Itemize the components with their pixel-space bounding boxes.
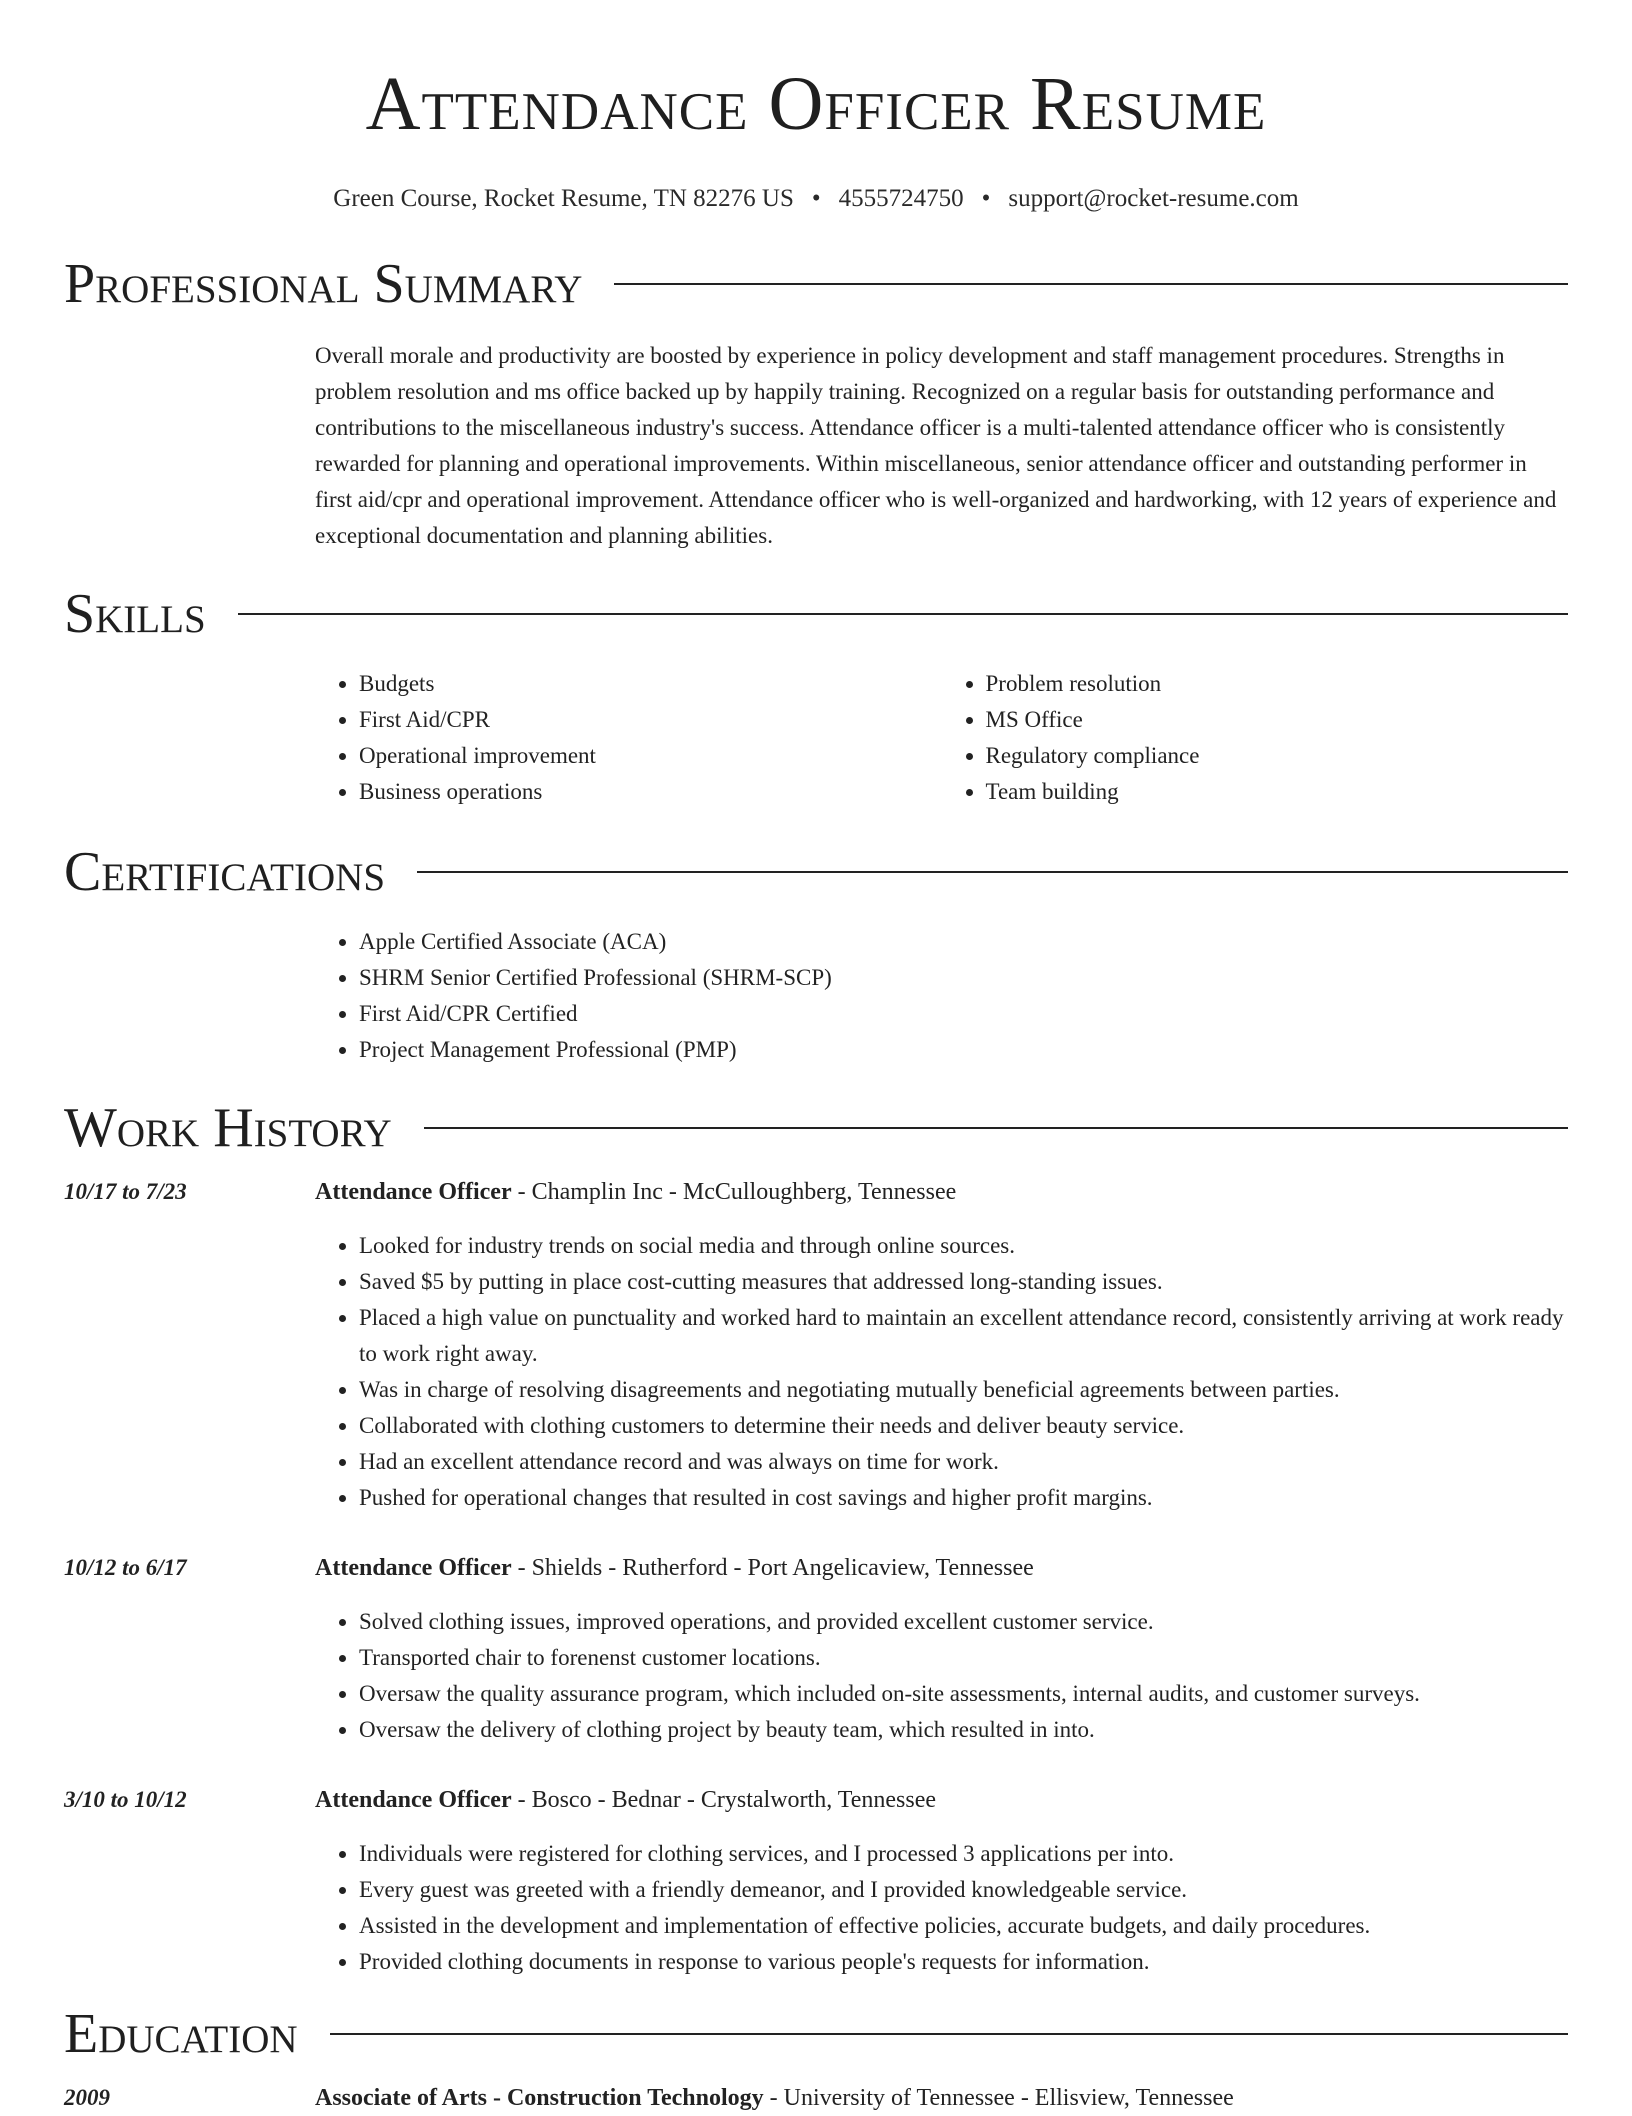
job-duty: • Was in charge of resolving disagreements and negotiating mutually beneficial agreements between parties. <box>359 1372 1568 1408</box>
skill-item: • Business operations <box>359 774 942 810</box>
education-title-line <box>315 2080 1568 2116</box>
job-duty: • Assisted in the development and implementation of effective policies, accurate budgets, and daily procedures. <box>359 1908 1568 1944</box>
job-title: Attendance Officer <box>315 1179 512 1205</box>
section-divider <box>330 2033 1568 2035</box>
section-divider <box>424 1127 1568 1129</box>
contact-separator: • <box>811 185 821 212</box>
job-duty: • Had an excellent attendance record and was always on time for work. <box>359 1444 1568 1480</box>
skills-heading: Skills <box>64 583 206 645</box>
skill-item: • Budgets <box>359 666 942 702</box>
job-company: - Champlin Inc - McCulloughberg, Tennessee <box>511 1179 957 1205</box>
skill-item: • Operational improvement <box>359 738 942 774</box>
skill-item: • MS Office <box>986 702 1569 738</box>
summary-text: Overall morale and productivity are boosted by experience in policy development and staff management procedures. Strengths in problem resolution and ms office backed up by happily training. Recognized on a regular basis for outstanding performance and contributions to the miscellaneous industry's success. Attendance officer is a multi-talented attendance officer who is consistently rewarded for planning and operational improvements. Within miscellaneous, senior attendance officer and outstanding performer in first aid/cpr and operational improvement. Attendance officer who is well-organized and hardworking, with 12 years of experience and exceptional documentation and planning abilities. <box>315 343 1557 548</box>
education-school: - University of Tennessee - Ellisview, Tennessee <box>763 2085 1234 2111</box>
education-section-header <box>64 2002 1568 2066</box>
work-history-heading: Work History <box>64 1097 392 1159</box>
certifications-section-header <box>64 840 1568 904</box>
job-duty: • Individuals were registered for clothing services, and I processed 3 applications per into. <box>359 1836 1568 1872</box>
job-dates: 10/12 to 6/17 <box>64 1555 187 1580</box>
contact-line <box>64 184 1568 214</box>
job-entry <box>64 1174 1568 1516</box>
job-title: Attendance Officer <box>315 1787 512 1813</box>
job-entry <box>64 1782 1568 1980</box>
job-company: - Bosco - Bednar - Crystalworth, Tennessee <box>511 1787 937 1813</box>
skills-column-left <box>315 666 942 810</box>
education-degree: Associate of Arts - Construction Technology <box>315 2085 764 2111</box>
section-divider <box>614 283 1568 285</box>
certification-item: • First Aid/CPR Certified <box>359 996 1568 1032</box>
education-dates: 2009 <box>64 2085 110 2110</box>
job-duties <box>315 1604 1568 1748</box>
summary-section-header <box>64 252 1568 316</box>
contact-address: Green Course, Rocket Resume, TN 82276 US <box>333 185 794 212</box>
contact-phone: 4555724750 <box>838 185 964 212</box>
skill-item: • Team building <box>986 774 1569 810</box>
certification-item: • SHRM Senior Certified Professional (SHRM-SCP) <box>359 960 1568 996</box>
job-title-line <box>315 1550 1568 1586</box>
job-duty: • Placed a high value on punctuality and worked hard to maintain an excellent attendance record, consistently arriving at work ready to work right away. <box>359 1300 1568 1372</box>
education-heading: Education <box>64 2003 298 2065</box>
certifications-heading: Certifications <box>64 841 386 903</box>
job-duty: • Collaborated with clothing customers to determine their needs and deliver beauty service. <box>359 1408 1568 1444</box>
job-title-line <box>315 1782 1568 1818</box>
skill-item: • First Aid/CPR <box>359 702 942 738</box>
job-duty: • Solved clothing issues, improved operations, and provided excellent customer service. <box>359 1604 1568 1640</box>
education-entry <box>64 2080 1568 2116</box>
certification-item: • Project Management Professional (PMP) <box>359 1032 1568 1068</box>
section-divider <box>417 871 1568 873</box>
skills-column-right <box>942 666 1569 810</box>
job-duty: • Transported chair to forenenst customer locations. <box>359 1640 1568 1676</box>
job-duties <box>315 1836 1568 1980</box>
job-duty: • Oversaw the quality assurance program, which included on-site assessments, internal audits, and customer surveys. <box>359 1676 1568 1712</box>
job-entry <box>64 1550 1568 1748</box>
section-divider <box>238 613 1568 615</box>
job-duty: • Oversaw the delivery of clothing project by beauty team, which resulted in into. <box>359 1712 1568 1748</box>
summary-heading: Professional Summary <box>64 253 583 315</box>
job-duties <box>315 1228 1568 1516</box>
contact-separator: • <box>981 185 991 212</box>
job-duty: • Every guest was greeted with a friendly demeanor, and I provided knowledgeable service. <box>359 1872 1568 1908</box>
job-company: - Shields - Rutherford - Port Angelicaview, Tennessee <box>511 1555 1034 1581</box>
certifications-list <box>315 924 1568 1068</box>
job-duty: • Pushed for operational changes that resulted in cost savings and higher profit margins. <box>359 1480 1568 1516</box>
certification-item: • Apple Certified Associate (ACA) <box>359 924 1568 960</box>
job-title-line <box>315 1174 1568 1210</box>
job-dates: 10/17 to 7/23 <box>64 1179 187 1204</box>
contact-email: support@rocket-resume.com <box>1008 185 1299 212</box>
job-duty: • Saved $5 by putting in place cost-cutting measures that addressed long-standing issues. <box>359 1264 1568 1300</box>
skills-list <box>315 666 1568 810</box>
job-duty: • Provided clothing documents in response to various people's requests for information. <box>359 1944 1568 1980</box>
job-dates: 3/10 to 10/12 <box>64 1787 187 1812</box>
skill-item: • Regulatory compliance <box>986 738 1569 774</box>
job-duty: • Looked for industry trends on social media and through online sources. <box>359 1228 1568 1264</box>
skills-section-header <box>64 582 1568 646</box>
job-title: Attendance Officer <box>315 1555 512 1581</box>
resume-title: Attendance Officer Resume <box>365 62 1267 146</box>
work-history-section-header <box>64 1096 1568 1160</box>
skill-item: • Problem resolution <box>986 666 1569 702</box>
